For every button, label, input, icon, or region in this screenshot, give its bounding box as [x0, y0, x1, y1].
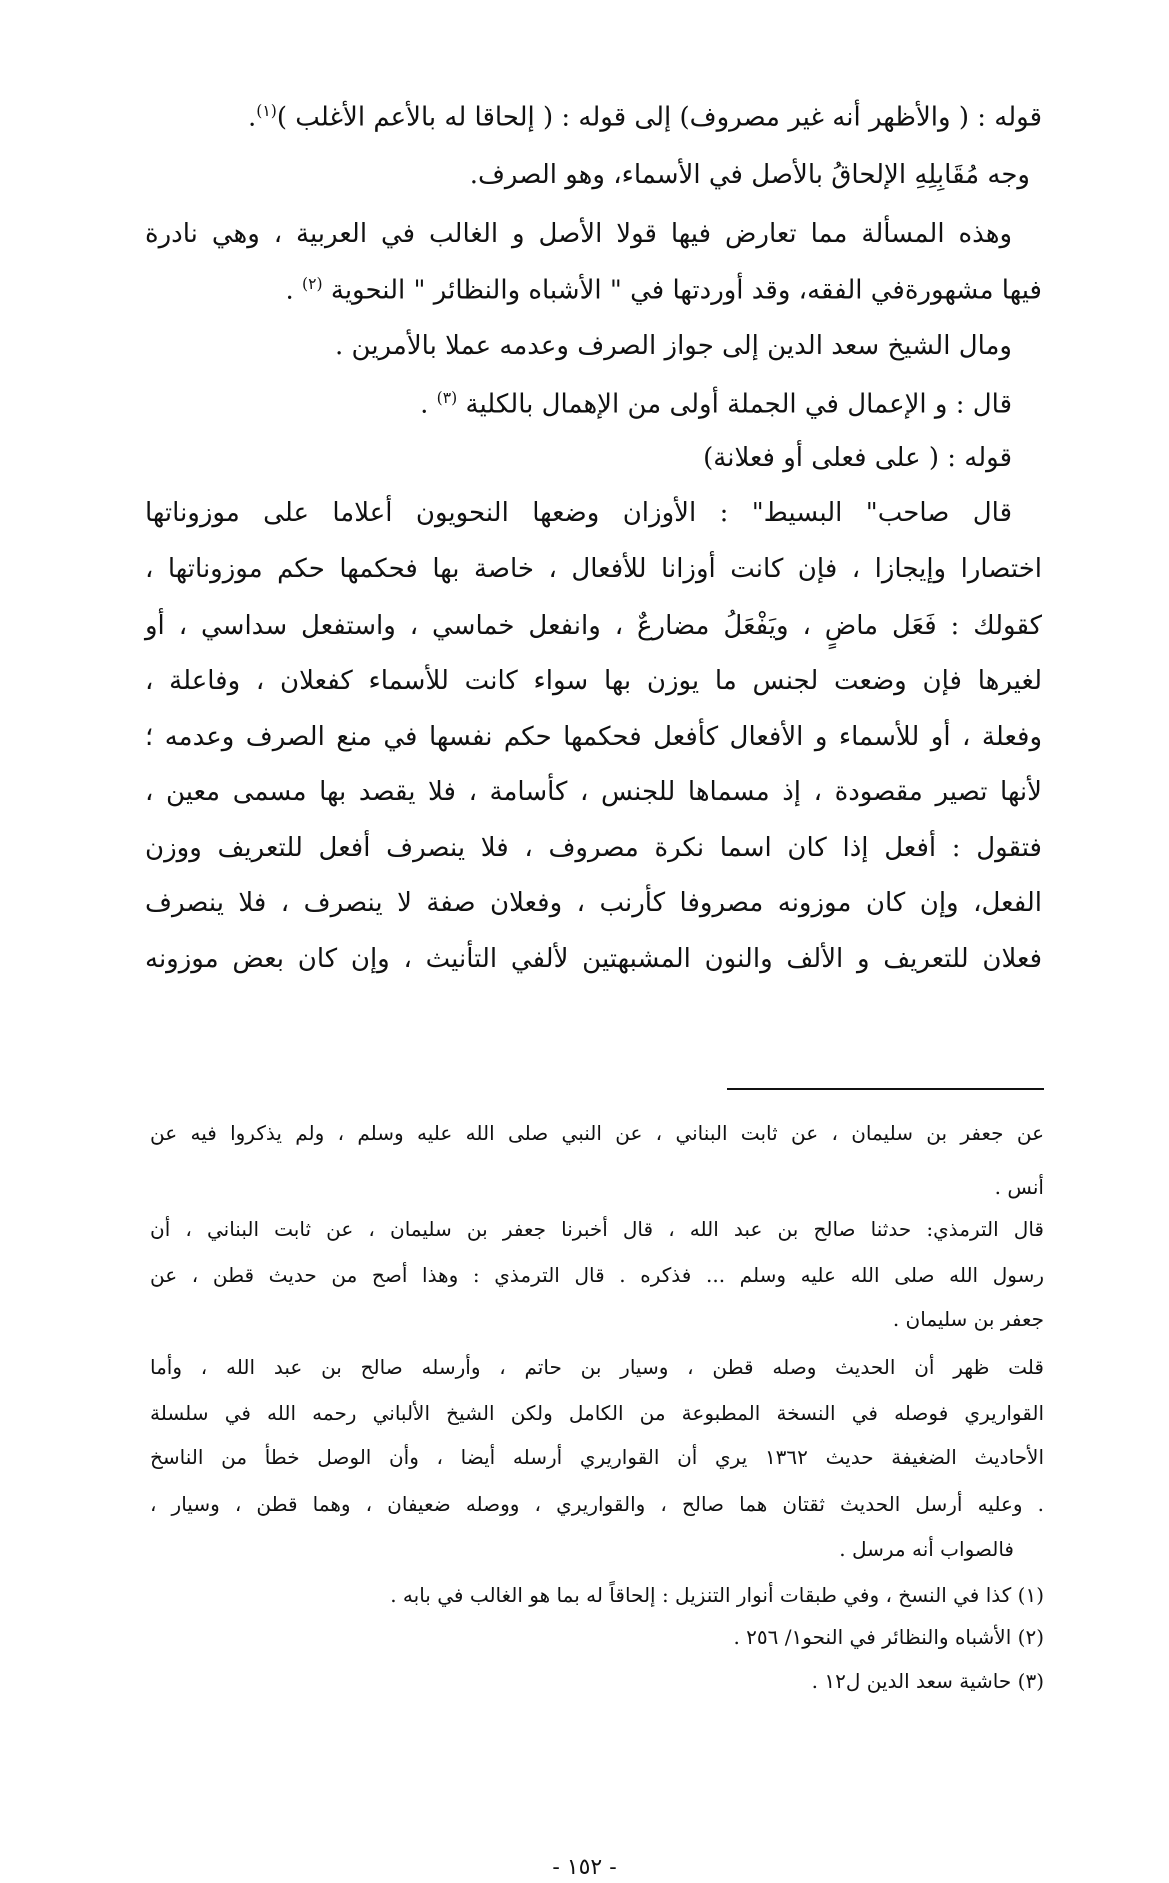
line-text: .	[420, 389, 429, 420]
line-text: قال : و الإعمال في الجملة أولى من الإهمال بالكلية	[465, 389, 1012, 420]
main-line: قوله : ( على فعلى أو فعلانة)	[703, 443, 1012, 473]
footnote-note-1: (١) كذا في النسخ ، وفي طبقات أنوار التنزيل : إلحاقاً له بما هو الغالب في بابه .	[390, 1583, 1044, 1607]
line-text: قوله : ( والأظهر أنه غير مصروف) إلى قوله : ( إلحاقا له بالأعم الأغلب )	[276, 102, 1042, 133]
main-line	[145, 277, 1042, 304]
footnote-line: جعفر بن سليمان .	[892, 1307, 1044, 1331]
line-text: .	[248, 102, 257, 133]
main-line: الفعل، وإن كان موزونه مصروفا كأرنب ، وفعلان صفة لا ينصرف ، فلا ينصرف	[145, 888, 1042, 918]
main-line: اختصارا وإيجازا ، فإن كانت أوزانا للأفعال ، خاصة بها فحكمها حكم موزوناتها ،	[145, 554, 1042, 584]
main-line	[145, 391, 1042, 418]
footnote-line: أنس .	[994, 1175, 1044, 1199]
footnote-line: قال الترمذي: حدثنا صالح بن عبد الله ، قال أخبرنا جعفر بن سليمان ، عن ثابت البناني ، أن	[150, 1217, 1044, 1241]
main-line: فتقول : أفعل إذا كان اسما نكرة مصروف ، فلا ينصرف أفعل للتعريف ووزن	[145, 833, 1042, 863]
main-line: كقولك : فَعَل ماضٍ ، ويَفْعَلُ مضارعٌ ، وانفعل خماسي ، واستفعل سداسي ، أو	[145, 611, 1043, 641]
footnote-separator	[727, 1088, 1044, 1090]
footnote-ref[interactable]: (٢)	[302, 275, 323, 293]
main-line: لأنها تصير مقصودة ، إذ مسماها للجنس ، كأسامة ، فلا يقصد بها مسمى معين ،	[145, 777, 1042, 807]
footnote-line: فالصواب أنه مرسل .	[839, 1537, 1014, 1561]
main-line: لغيرها فإن وضعت لجنس ما يوزن بها سواء كانت للأسماء كفعلان ، وفاعلة ،	[145, 666, 1042, 696]
footnote-line: رسول الله صلى الله عليه وسلم ... فذكره . قال الترمذي : وهذا أصح من حديث قطن ، عن	[150, 1263, 1044, 1287]
main-line: وجه مُقَابِلِهِ الإلحاقُ بالأصل في الأسماء، وهو الصرف.	[469, 160, 1030, 190]
footnote-line: . وعليه أرسل الحديث ثقتان هما صالح ، والقواريري ، ووصله ضعيفان ، وهما قطن ، وسيار ،	[150, 1492, 1044, 1516]
page-number: - ١٥٢ -	[552, 1855, 617, 1880]
main-line: وفعلة ، أو للأسماء و الأفعال كأفعل فحكمها حكم نفسها في منع الصرف وعدمه ؛	[145, 722, 1042, 752]
footnote-line: عن جعفر بن سليمان ، عن ثابت البناني ، عن النبي صلى الله عليه وسلم ، ولم يذكروا فيه عن	[150, 1121, 1044, 1145]
main-line	[145, 104, 1042, 131]
line-text: فيها مشهورةفي الفقه، وقد أوردتها في " الأشباه والنظائر " النحوية	[330, 275, 1042, 306]
footnote-line: القواريري فوصله في النسخة المطبوعة من الكامل ولكن الشيخ الألباني رحمه الله في سلسلة	[150, 1401, 1045, 1425]
footnote-line: قلت ظهر أن الحديث وصله قطن ، وسيار بن حاتم ، وأرسله صالح بن عبد الله ، وأما	[150, 1355, 1044, 1379]
footnote-note-3: (٣) حاشية سعد الدين ل١٢ .	[811, 1669, 1044, 1693]
main-line: وهذه المسألة مما تعارض فيها قولا الأصل و الغالب في العربية ، وهي نادرة	[145, 219, 1013, 249]
footnote-ref[interactable]: (١)	[256, 102, 277, 120]
footnote-line: الأحاديث الضغيفة حديث ١٣٦٢ يري أن القواريري أرسله أيضا ، وأن الوصل خطأ من الناسخ	[150, 1445, 1045, 1469]
main-line: ومال الشيخ سعد الدين إلى جواز الصرف وعدمه عملا بالأمرين .	[335, 331, 1012, 361]
line-text: .	[285, 275, 294, 306]
main-line: فعلان للتعريف و الألف والنون المشبهتين لألفي التأنيث ، وإن كان بعض موزونه	[145, 944, 1042, 974]
footnote-note-2: (٢) الأشباه والنظائر في النحو١/ ٢٥٦ .	[733, 1625, 1044, 1649]
footnote-ref[interactable]: (٣)	[436, 389, 458, 407]
main-line: قال صاحب" البسيط" : الأوزان وضعها النحويون أعلاما على موزوناتها	[145, 498, 1012, 528]
